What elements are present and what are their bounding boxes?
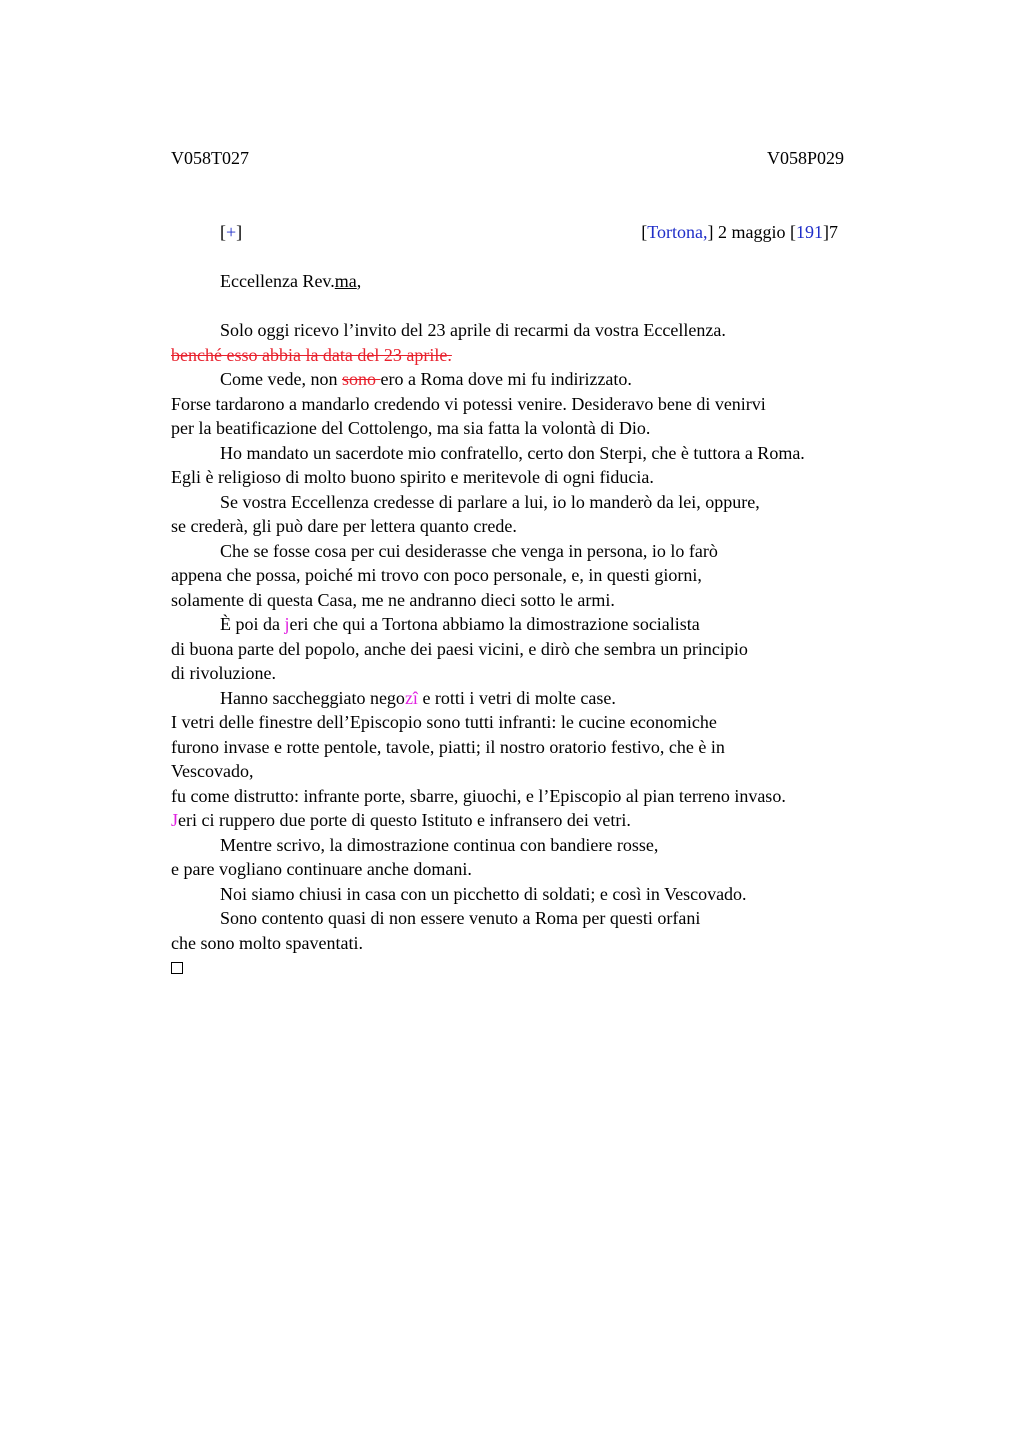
square-icon [171,962,183,974]
text-line: solamente di questa Casa, me ne andranno dieci sotto le armi. [171,589,615,610]
text-line: Come vede, non sono ero a Roma dove mi fu indirizzato. [220,369,632,389]
letter-body [171,318,911,980]
editorial-plus: + [226,222,237,242]
text-line: fu come distrutto: infrante porte, sbarre, giuochi, e l’Episcopio al pian terreno invaso. [171,785,786,806]
text-line: Hanno saccheggiato negozî e rotti i vetri di molte case. [220,687,616,708]
text-line: di buona parte del popolo, anche dei paesi vicini, e dirò che sembra un principio [171,638,748,659]
document-id-right: V058P029 [766,148,844,168]
variant-mark: zî [404,687,418,708]
text-line: È poi da jeri che qui a Tortona abbiamo la dimostrazione socialista [220,614,700,634]
text-line: Egli è religioso di molto buono spirito e meritevole di ogni fiducia. [171,467,654,487]
variant-mark: j [284,614,290,634]
text-line: per la beatificazione del Cottolengo, ma sia fatta la volontà di Dio. [171,418,651,438]
text-line: di rivoluzione. [171,663,276,683]
editorial-sign: [+] [220,222,243,242]
variant-mark: J [171,810,179,830]
text-line: Noi siamo chiusi in casa con un picchetto di soldati; e così in Vescovado. [220,883,747,904]
text-line: Sono contento quasi di non essere venuto a Roma per questi orfani [220,908,701,928]
deleted-text: benché esso abbia la data del 23 aprile. [171,344,452,365]
letter-place-date: [Tortona,] 2 maggio [191]7 [641,222,838,242]
text-line: furono invase e rotte pentole, tavole, piatti; il nostro oratorio festivo, che è in [171,736,725,757]
text-line: Se vostra Eccellenza credesse di parlare a lui, io lo manderò da lei, oppure, [220,491,760,512]
letter-year-editorial: 191 [796,222,823,242]
text-line-deleted [171,343,911,368]
deleted-text: sono [341,369,381,389]
text-line: Solo oggi ricevo l’invito del 23 aprile di recarmi da vostra Eccellenza. [220,320,726,340]
text-line: Forse tardarono a mandarlo credendo vi potessi venire. Desideravo bene di venirvi [171,393,766,414]
text-line: Vescovado, [171,761,254,781]
salutation: Eccellenza Rev.ma, [220,271,362,291]
text-line: Jeri ci ruppero due porte di questo Istituto e infransero dei vetri. [171,810,631,830]
text-line: appena che possa, poiché mi trovo con poco personale, e, in questi giorni, [171,565,702,585]
document-id-left: V058T027 [171,148,249,168]
letter-date: 2 maggio [713,222,790,242]
text-line: Mentre scrivo, la dimostrazione continua con bandiere rosse, [220,834,659,855]
text-line: Che se fosse cosa per cui desiderasse che venga in persona, io lo farò [220,540,718,561]
text-line: e pare vogliano continuare anche domani. [171,859,472,879]
letter-place: Tortona, [647,222,708,242]
text-line: I vetri delle finestre dell’Episcopio sono tutti infranti: le cucine economiche [171,712,717,732]
end-mark [171,955,911,980]
text-line: che sono molto spaventati. [171,932,363,953]
text-line: se crederà, gli può dare per lettera quanto crede. [171,516,517,536]
text-line: Ho mandato un sacerdote mio confratello, certo don Sterpi, che è tuttora a Roma. [220,442,805,463]
